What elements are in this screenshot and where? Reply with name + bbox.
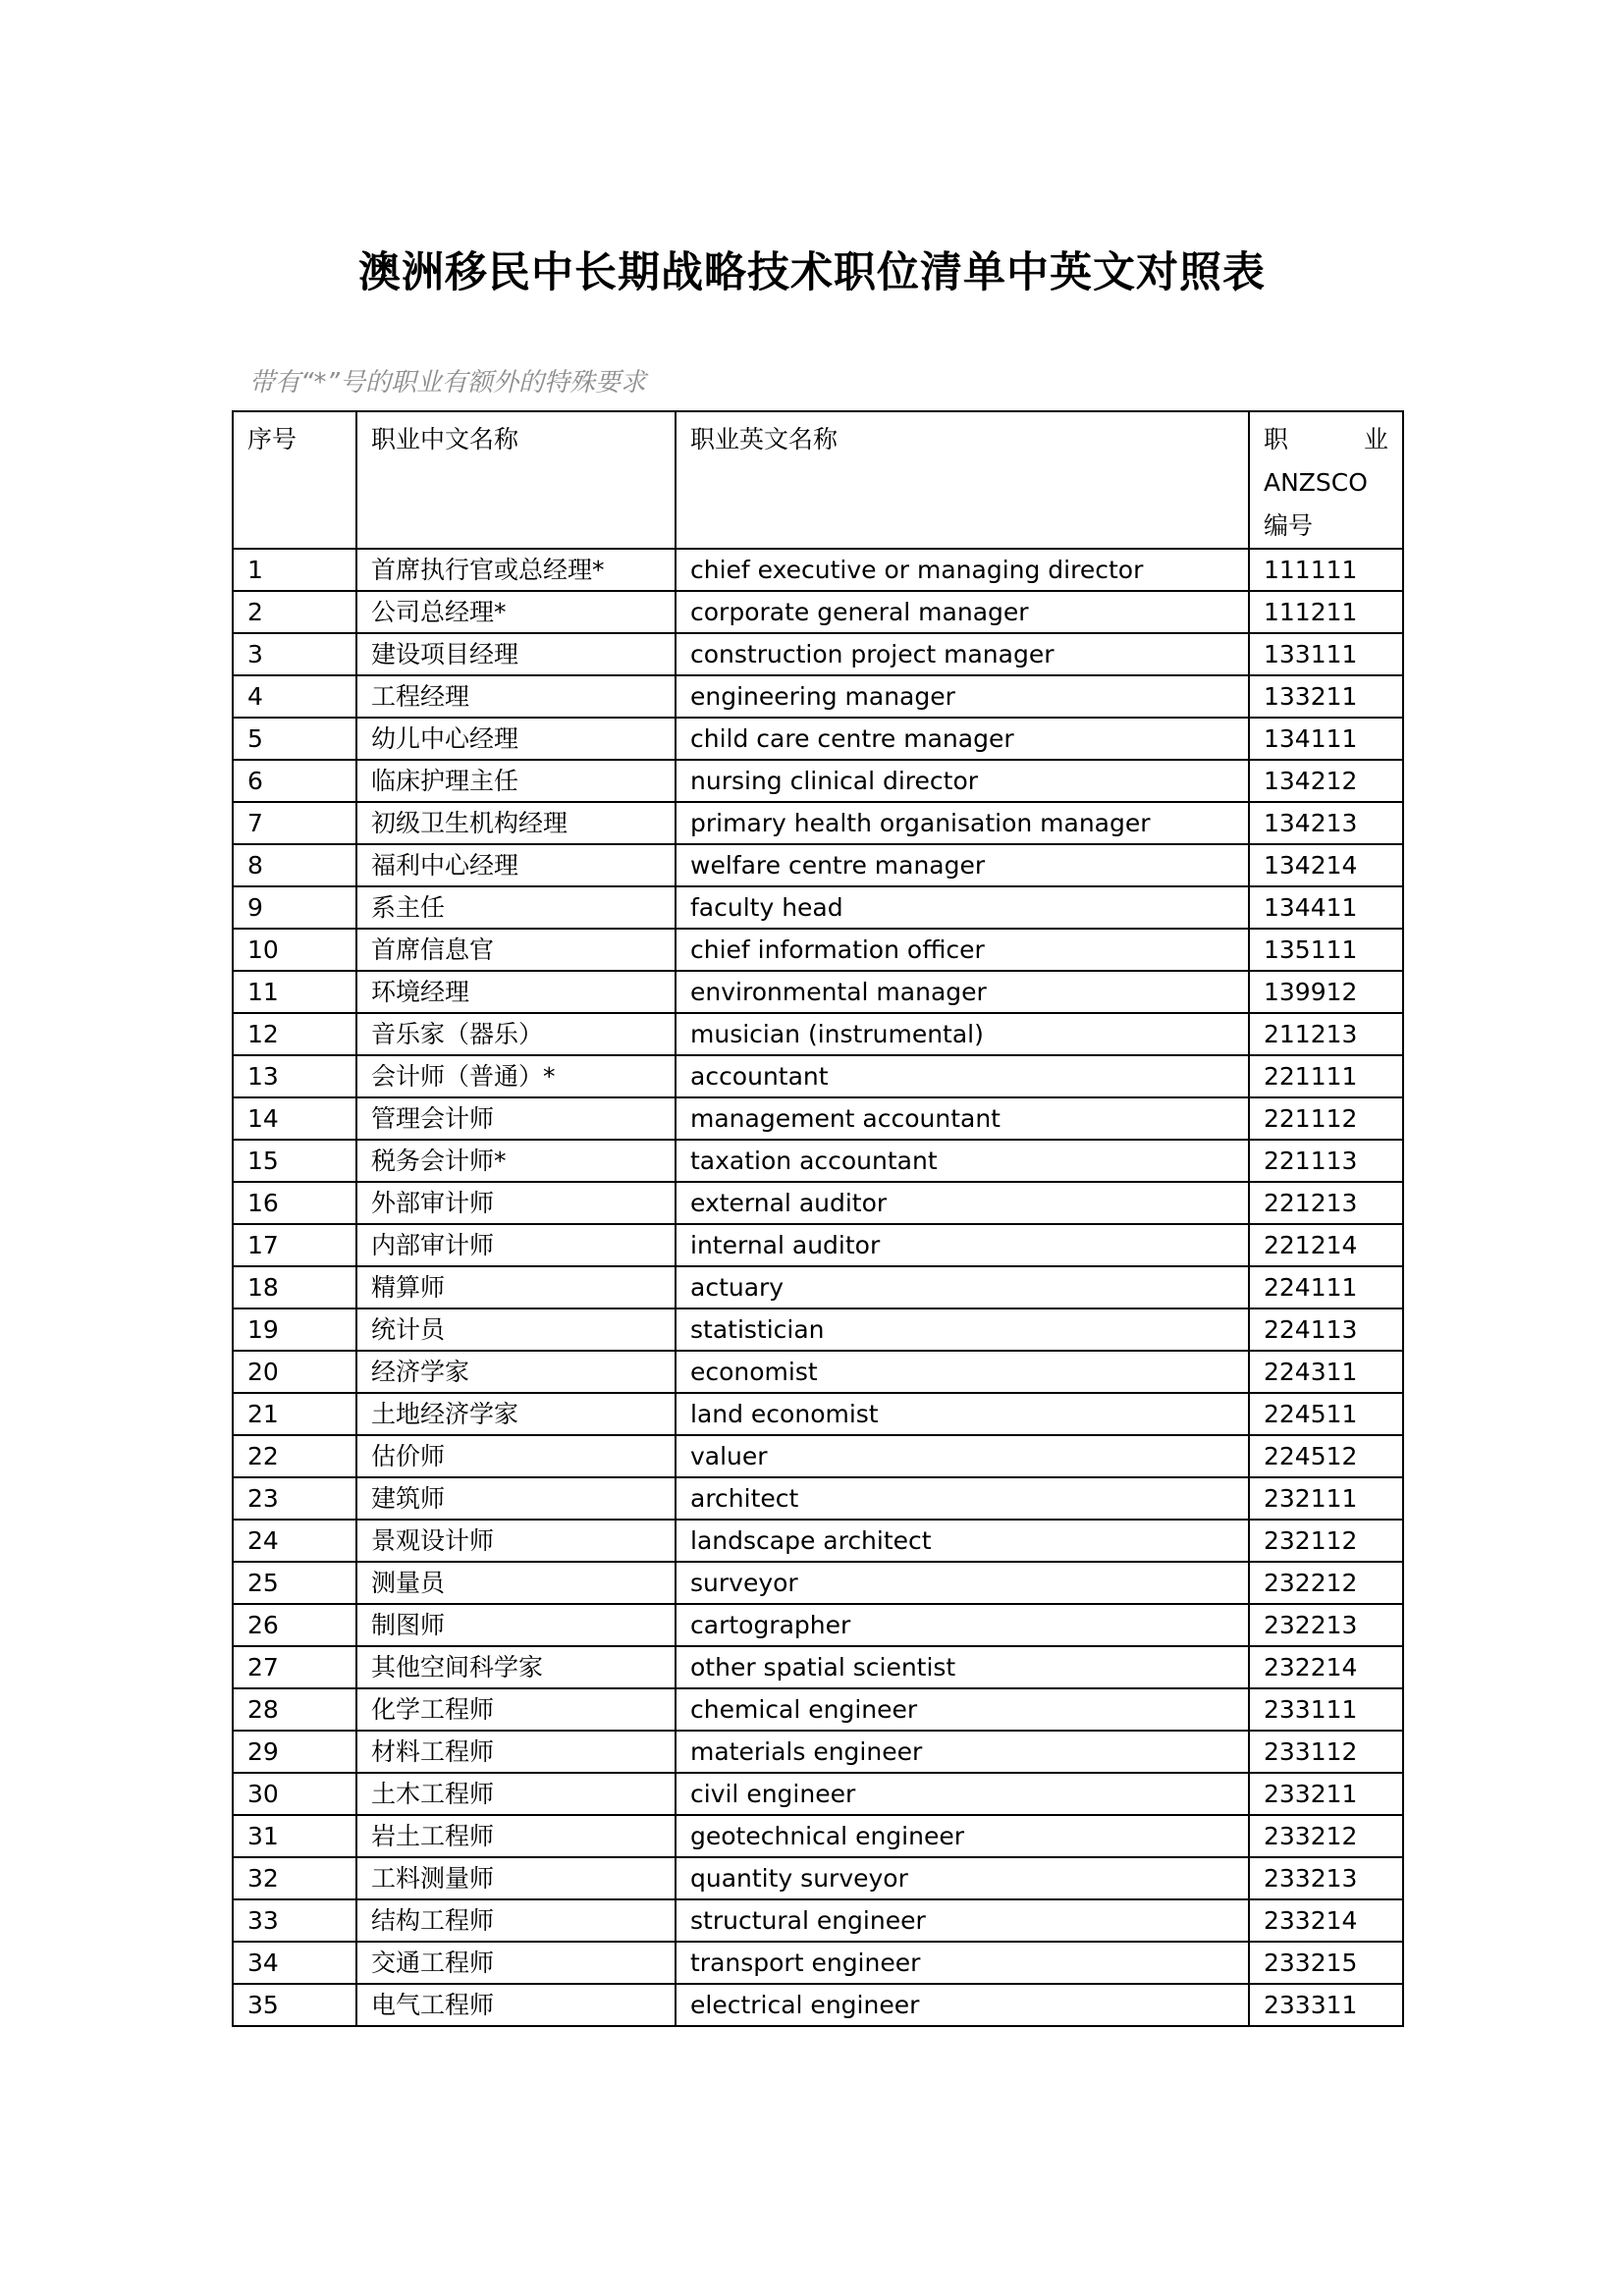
table-row xyxy=(233,633,1403,675)
table-row xyxy=(233,1857,1403,1899)
header-anzsco-suffix: 编号 xyxy=(1264,511,1314,540)
cell-chinese-name: 其他空间科学家 xyxy=(356,1646,676,1688)
cell-anzsco-code: 232213 xyxy=(1249,1604,1403,1646)
table-row xyxy=(233,1984,1403,2026)
occupation-table xyxy=(232,410,1404,2027)
cell-anzsco-code: 233213 xyxy=(1249,1857,1403,1899)
cell-english-name: chief information officer xyxy=(676,929,1249,971)
cell-anzsco-code: 111211 xyxy=(1249,591,1403,633)
table-row xyxy=(233,1688,1403,1731)
cell-number: 26 xyxy=(233,1604,356,1646)
special-requirements-note: 带有“*”号的职业有额外的特殊要求 xyxy=(249,368,646,398)
table-body xyxy=(233,549,1403,2026)
cell-anzsco-code: 232214 xyxy=(1249,1646,1403,1688)
cell-number: 4 xyxy=(233,675,356,718)
cell-chinese-name: 福利中心经理 xyxy=(356,844,676,886)
cell-chinese-name: 岩土工程师 xyxy=(356,1815,676,1857)
cell-english-name: statistician xyxy=(676,1308,1249,1351)
cell-number: 24 xyxy=(233,1520,356,1562)
cell-chinese-name: 工程经理 xyxy=(356,675,676,718)
cell-anzsco-code: 211213 xyxy=(1249,1013,1403,1055)
table-row xyxy=(233,802,1403,844)
cell-anzsco-code: 111111 xyxy=(1249,549,1403,591)
table-row xyxy=(233,1520,1403,1562)
cell-number: 9 xyxy=(233,886,356,929)
table-row xyxy=(233,1731,1403,1773)
cell-anzsco-code: 233111 xyxy=(1249,1688,1403,1731)
table-row xyxy=(233,929,1403,971)
cell-number: 5 xyxy=(233,718,356,760)
table-row xyxy=(233,1562,1403,1604)
cell-anzsco-code: 221112 xyxy=(1249,1097,1403,1140)
table-row xyxy=(233,1942,1403,1984)
cell-chinese-name: 系主任 xyxy=(356,886,676,929)
cell-chinese-name: 土木工程师 xyxy=(356,1773,676,1815)
cell-chinese-name: 建设项目经理 xyxy=(356,633,676,675)
cell-number: 29 xyxy=(233,1731,356,1773)
cell-anzsco-code: 233214 xyxy=(1249,1899,1403,1942)
table-row xyxy=(233,1013,1403,1055)
cell-anzsco-code: 134214 xyxy=(1249,844,1403,886)
cell-anzsco-code: 139912 xyxy=(1249,971,1403,1013)
cell-anzsco-code: 233212 xyxy=(1249,1815,1403,1857)
cell-anzsco-code: 224512 xyxy=(1249,1435,1403,1477)
header-anzsco-char2: 业 xyxy=(1363,425,1388,454)
cell-english-name: landscape architect xyxy=(676,1520,1249,1562)
cell-chinese-name: 统计员 xyxy=(356,1308,676,1351)
cell-english-name: transport engineer xyxy=(676,1942,1249,1984)
cell-english-name: nursing clinical director xyxy=(676,760,1249,802)
cell-chinese-name: 环境经理 xyxy=(356,971,676,1013)
cell-anzsco-code: 134213 xyxy=(1249,802,1403,844)
table-row xyxy=(233,1140,1403,1182)
cell-english-name: chemical engineer xyxy=(676,1688,1249,1731)
cell-english-name: economist xyxy=(676,1351,1249,1393)
table-row xyxy=(233,1266,1403,1308)
cell-number: 18 xyxy=(233,1266,356,1308)
cell-english-name: surveyor xyxy=(676,1562,1249,1604)
header-anzsco-label: ANZSCO xyxy=(1264,468,1368,497)
cell-number: 28 xyxy=(233,1688,356,1731)
cell-english-name: quantity surveyor xyxy=(676,1857,1249,1899)
cell-chinese-name: 首席信息官 xyxy=(356,929,676,971)
cell-anzsco-code: 134411 xyxy=(1249,886,1403,929)
cell-chinese-name: 制图师 xyxy=(356,1604,676,1646)
cell-anzsco-code: 232112 xyxy=(1249,1520,1403,1562)
cell-english-name: faculty head xyxy=(676,886,1249,929)
table-row xyxy=(233,1308,1403,1351)
cell-english-name: civil engineer xyxy=(676,1773,1249,1815)
cell-anzsco-code: 221111 xyxy=(1249,1055,1403,1097)
cell-anzsco-code: 221214 xyxy=(1249,1224,1403,1266)
cell-anzsco-code: 233311 xyxy=(1249,1984,1403,2026)
cell-english-name: management accountant xyxy=(676,1097,1249,1140)
cell-chinese-name: 建筑师 xyxy=(356,1477,676,1520)
table-row xyxy=(233,1773,1403,1815)
cell-english-name: chief executive or managing director xyxy=(676,549,1249,591)
cell-english-name: welfare centre manager xyxy=(676,844,1249,886)
cell-chinese-name: 会计师（普通）* xyxy=(356,1055,676,1097)
cell-number: 33 xyxy=(233,1899,356,1942)
cell-number: 2 xyxy=(233,591,356,633)
cell-anzsco-code: 221213 xyxy=(1249,1182,1403,1224)
cell-number: 27 xyxy=(233,1646,356,1688)
cell-english-name: cartographer xyxy=(676,1604,1249,1646)
cell-anzsco-code: 224111 xyxy=(1249,1266,1403,1308)
cell-english-name: other spatial scientist xyxy=(676,1646,1249,1688)
cell-chinese-name: 外部审计师 xyxy=(356,1182,676,1224)
cell-chinese-name: 内部审计师 xyxy=(356,1224,676,1266)
table-row xyxy=(233,1646,1403,1688)
cell-number: 22 xyxy=(233,1435,356,1477)
cell-english-name: corporate general manager xyxy=(676,591,1249,633)
table-row xyxy=(233,1224,1403,1266)
cell-number: 7 xyxy=(233,802,356,844)
table-row xyxy=(233,760,1403,802)
table-row xyxy=(233,675,1403,718)
cell-anzsco-code: 233112 xyxy=(1249,1731,1403,1773)
table-row xyxy=(233,1477,1403,1520)
table-row xyxy=(233,1435,1403,1477)
header-anzsco-code xyxy=(1249,411,1403,549)
cell-chinese-name: 估价师 xyxy=(356,1435,676,1477)
cell-chinese-name: 临床护理主任 xyxy=(356,760,676,802)
cell-english-name: external auditor xyxy=(676,1182,1249,1224)
cell-chinese-name: 精算师 xyxy=(356,1266,676,1308)
table-row xyxy=(233,1182,1403,1224)
cell-chinese-name: 税务会计师* xyxy=(356,1140,676,1182)
cell-number: 10 xyxy=(233,929,356,971)
cell-english-name: environmental manager xyxy=(676,971,1249,1013)
cell-number: 13 xyxy=(233,1055,356,1097)
cell-number: 34 xyxy=(233,1942,356,1984)
cell-number: 25 xyxy=(233,1562,356,1604)
cell-anzsco-code: 232111 xyxy=(1249,1477,1403,1520)
header-english-name: 职业英文名称 xyxy=(676,411,1249,549)
table-row xyxy=(233,1899,1403,1942)
table-row xyxy=(233,1097,1403,1140)
cell-chinese-name: 公司总经理* xyxy=(356,591,676,633)
cell-chinese-name: 首席执行官或总经理* xyxy=(356,549,676,591)
table-row xyxy=(233,1055,1403,1097)
cell-chinese-name: 管理会计师 xyxy=(356,1097,676,1140)
page-title: 澳洲移民中长期战略技术职位清单中英文对照表 xyxy=(358,248,1266,297)
table-row xyxy=(233,1815,1403,1857)
cell-number: 15 xyxy=(233,1140,356,1182)
cell-english-name: child care centre manager xyxy=(676,718,1249,760)
cell-chinese-name: 电气工程师 xyxy=(356,1984,676,2026)
cell-chinese-name: 幼儿中心经理 xyxy=(356,718,676,760)
table-row xyxy=(233,718,1403,760)
cell-english-name: accountant xyxy=(676,1055,1249,1097)
cell-english-name: architect xyxy=(676,1477,1249,1520)
table-row xyxy=(233,591,1403,633)
cell-anzsco-code: 233215 xyxy=(1249,1942,1403,1984)
cell-number: 21 xyxy=(233,1393,356,1435)
cell-anzsco-code: 133111 xyxy=(1249,633,1403,675)
table-row xyxy=(233,549,1403,591)
cell-anzsco-code: 224113 xyxy=(1249,1308,1403,1351)
cell-english-name: primary health organisation manager xyxy=(676,802,1249,844)
cell-english-name: musician (instrumental) xyxy=(676,1013,1249,1055)
cell-english-name: construction project manager xyxy=(676,633,1249,675)
cell-number: 32 xyxy=(233,1857,356,1899)
cell-anzsco-code: 134111 xyxy=(1249,718,1403,760)
cell-english-name: taxation accountant xyxy=(676,1140,1249,1182)
cell-english-name: materials engineer xyxy=(676,1731,1249,1773)
cell-chinese-name: 音乐家（器乐） xyxy=(356,1013,676,1055)
cell-anzsco-code: 134212 xyxy=(1249,760,1403,802)
table-row xyxy=(233,1604,1403,1646)
table-header xyxy=(233,411,1403,549)
cell-english-name: internal auditor xyxy=(676,1224,1249,1266)
cell-number: 20 xyxy=(233,1351,356,1393)
cell-anzsco-code: 133211 xyxy=(1249,675,1403,718)
cell-number: 35 xyxy=(233,1984,356,2026)
cell-number: 31 xyxy=(233,1815,356,1857)
table-row xyxy=(233,1351,1403,1393)
cell-chinese-name: 结构工程师 xyxy=(356,1899,676,1942)
cell-anzsco-code: 221113 xyxy=(1249,1140,1403,1182)
header-number: 序号 xyxy=(233,411,356,549)
cell-number: 6 xyxy=(233,760,356,802)
cell-number: 23 xyxy=(233,1477,356,1520)
cell-chinese-name: 初级卫生机构经理 xyxy=(356,802,676,844)
cell-anzsco-code: 135111 xyxy=(1249,929,1403,971)
cell-english-name: actuary xyxy=(676,1266,1249,1308)
cell-english-name: valuer xyxy=(676,1435,1249,1477)
cell-number: 3 xyxy=(233,633,356,675)
cell-chinese-name: 化学工程师 xyxy=(356,1688,676,1731)
cell-number: 30 xyxy=(233,1773,356,1815)
cell-chinese-name: 交通工程师 xyxy=(356,1942,676,1984)
header-anzsco-char1: 职 xyxy=(1264,425,1289,454)
cell-chinese-name: 工料测量师 xyxy=(356,1857,676,1899)
cell-number: 8 xyxy=(233,844,356,886)
table-row xyxy=(233,1393,1403,1435)
cell-english-name: land economist xyxy=(676,1393,1249,1435)
cell-anzsco-code: 233211 xyxy=(1249,1773,1403,1815)
table-row xyxy=(233,844,1403,886)
table-row xyxy=(233,886,1403,929)
cell-anzsco-code: 224311 xyxy=(1249,1351,1403,1393)
header-anzsco-line1 xyxy=(1264,418,1388,461)
cell-number: 11 xyxy=(233,971,356,1013)
header-chinese-name: 职业中文名称 xyxy=(356,411,676,549)
cell-chinese-name: 土地经济学家 xyxy=(356,1393,676,1435)
cell-anzsco-code: 232212 xyxy=(1249,1562,1403,1604)
cell-number: 16 xyxy=(233,1182,356,1224)
cell-number: 19 xyxy=(233,1308,356,1351)
cell-number: 1 xyxy=(233,549,356,591)
header-row xyxy=(233,411,1403,549)
cell-number: 14 xyxy=(233,1097,356,1140)
cell-chinese-name: 景观设计师 xyxy=(356,1520,676,1562)
cell-chinese-name: 测量员 xyxy=(356,1562,676,1604)
cell-number: 17 xyxy=(233,1224,356,1266)
cell-english-name: engineering manager xyxy=(676,675,1249,718)
cell-chinese-name: 材料工程师 xyxy=(356,1731,676,1773)
cell-number: 12 xyxy=(233,1013,356,1055)
cell-chinese-name: 经济学家 xyxy=(356,1351,676,1393)
cell-anzsco-code: 224511 xyxy=(1249,1393,1403,1435)
cell-english-name: geotechnical engineer xyxy=(676,1815,1249,1857)
cell-english-name: structural engineer xyxy=(676,1899,1249,1942)
table-row xyxy=(233,971,1403,1013)
cell-english-name: electrical engineer xyxy=(676,1984,1249,2026)
